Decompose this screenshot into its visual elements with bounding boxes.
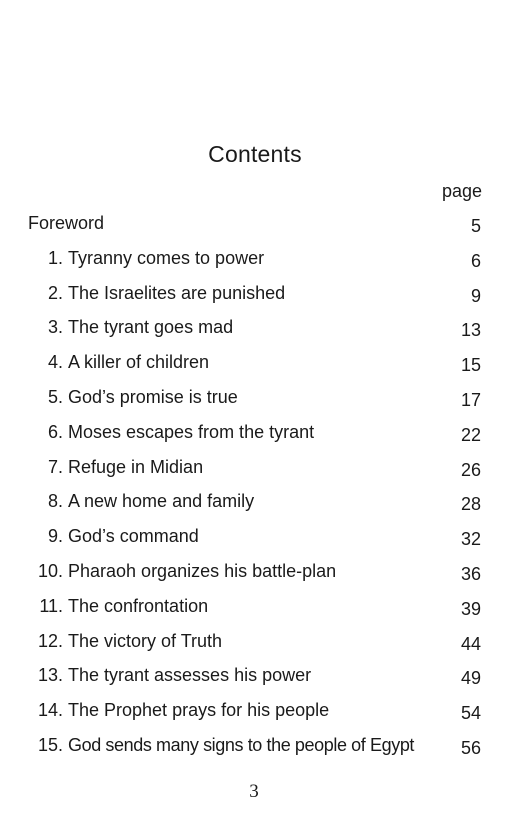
toc-entry — [0, 592, 532, 627]
toc-entry-title: The Israelites are punished — [68, 282, 286, 303]
toc-entry-title: God sends many signs to the people of Egypt — [68, 734, 415, 755]
toc-entry-title: God’s command — [68, 526, 199, 547]
toc-entry-number: 3. — [47, 317, 63, 338]
toc-entry-title: God’s promise is true — [68, 386, 238, 407]
toc-entry-page: 36 — [460, 563, 481, 584]
toc-entry-number: 9. — [47, 526, 63, 547]
toc-entry-page: 15 — [460, 355, 481, 376]
toc-entry-number: 2. — [47, 282, 63, 303]
toc-entry-title: The Prophet prays for his people — [68, 700, 330, 721]
toc-entry-foreword — [0, 209, 532, 244]
page-column-label: page — [441, 181, 482, 201]
toc-entry-page: 49 — [460, 668, 481, 689]
toc-entry-title: The tyrant assesses his power — [68, 665, 312, 686]
toc-entry — [0, 661, 532, 696]
toc-entry-title: Pharaoh organizes his battle-plan — [68, 560, 337, 581]
toc-entry — [0, 348, 532, 383]
toc-entry-page: 56 — [460, 737, 481, 758]
page-number: 3 — [249, 781, 259, 802]
toc-entry — [0, 557, 532, 592]
toc-entry — [0, 453, 532, 488]
toc-entry — [0, 279, 532, 314]
toc-entry-page: 6 — [470, 250, 481, 271]
toc-entry-title: Refuge in Midian — [68, 456, 204, 477]
toc-entry-number: 11. — [39, 595, 63, 616]
toc-entry-page: 28 — [460, 494, 481, 515]
toc-entry-number: 13. — [37, 665, 63, 686]
toc-entry-title: The victory of Truth — [68, 630, 223, 651]
toc-entry-number: 10. — [37, 560, 63, 581]
toc-entry-page: 26 — [460, 459, 481, 480]
toc-entry-number: 12. — [37, 630, 63, 651]
toc-entry-title: The tyrant goes mad — [68, 317, 234, 338]
contents-heading: Contents — [208, 141, 302, 167]
toc-entry — [0, 244, 532, 279]
toc-entry-page: 13 — [460, 320, 481, 341]
toc-entry-page: 54 — [460, 703, 481, 724]
toc-entry — [0, 487, 532, 522]
toc-entry-page: 44 — [460, 633, 481, 654]
toc-entry-number: 5. — [47, 386, 63, 407]
toc-entry-page: 32 — [460, 529, 481, 550]
table-of-contents — [0, 209, 532, 766]
toc-entry-title: The confrontation — [68, 595, 209, 616]
toc-entry-title: Tyranny comes to power — [68, 247, 265, 268]
toc-entry-page: 17 — [460, 389, 481, 410]
toc-entry-number: 4. — [47, 352, 63, 373]
toc-entry-number: 7. — [47, 456, 63, 477]
toc-entry — [0, 313, 532, 348]
toc-entry-number: 1. — [47, 247, 63, 268]
toc-entry-page: 5 — [470, 216, 481, 236]
toc-entry — [0, 731, 532, 766]
toc-entry-number: 8. — [47, 491, 63, 512]
toc-entry-title: A new home and family — [68, 491, 255, 512]
toc-entry-page: 22 — [460, 424, 481, 445]
toc-entry — [0, 383, 532, 418]
toc-entry — [0, 418, 532, 453]
toc-entry-title: Foreword — [28, 213, 105, 233]
toc-entry — [0, 522, 532, 557]
toc-entry — [0, 696, 532, 731]
toc-entry-title: A killer of children — [68, 352, 210, 373]
toc-entry-title: Moses escapes from the tyrant — [68, 421, 315, 442]
toc-entry — [0, 627, 532, 662]
toc-entry-number: 6. — [47, 421, 63, 442]
toc-entry-page: 39 — [460, 598, 481, 619]
toc-entry-number: 14. — [37, 700, 63, 721]
toc-entry-page: 9 — [470, 285, 481, 306]
toc-entry-number: 15. — [37, 734, 63, 755]
